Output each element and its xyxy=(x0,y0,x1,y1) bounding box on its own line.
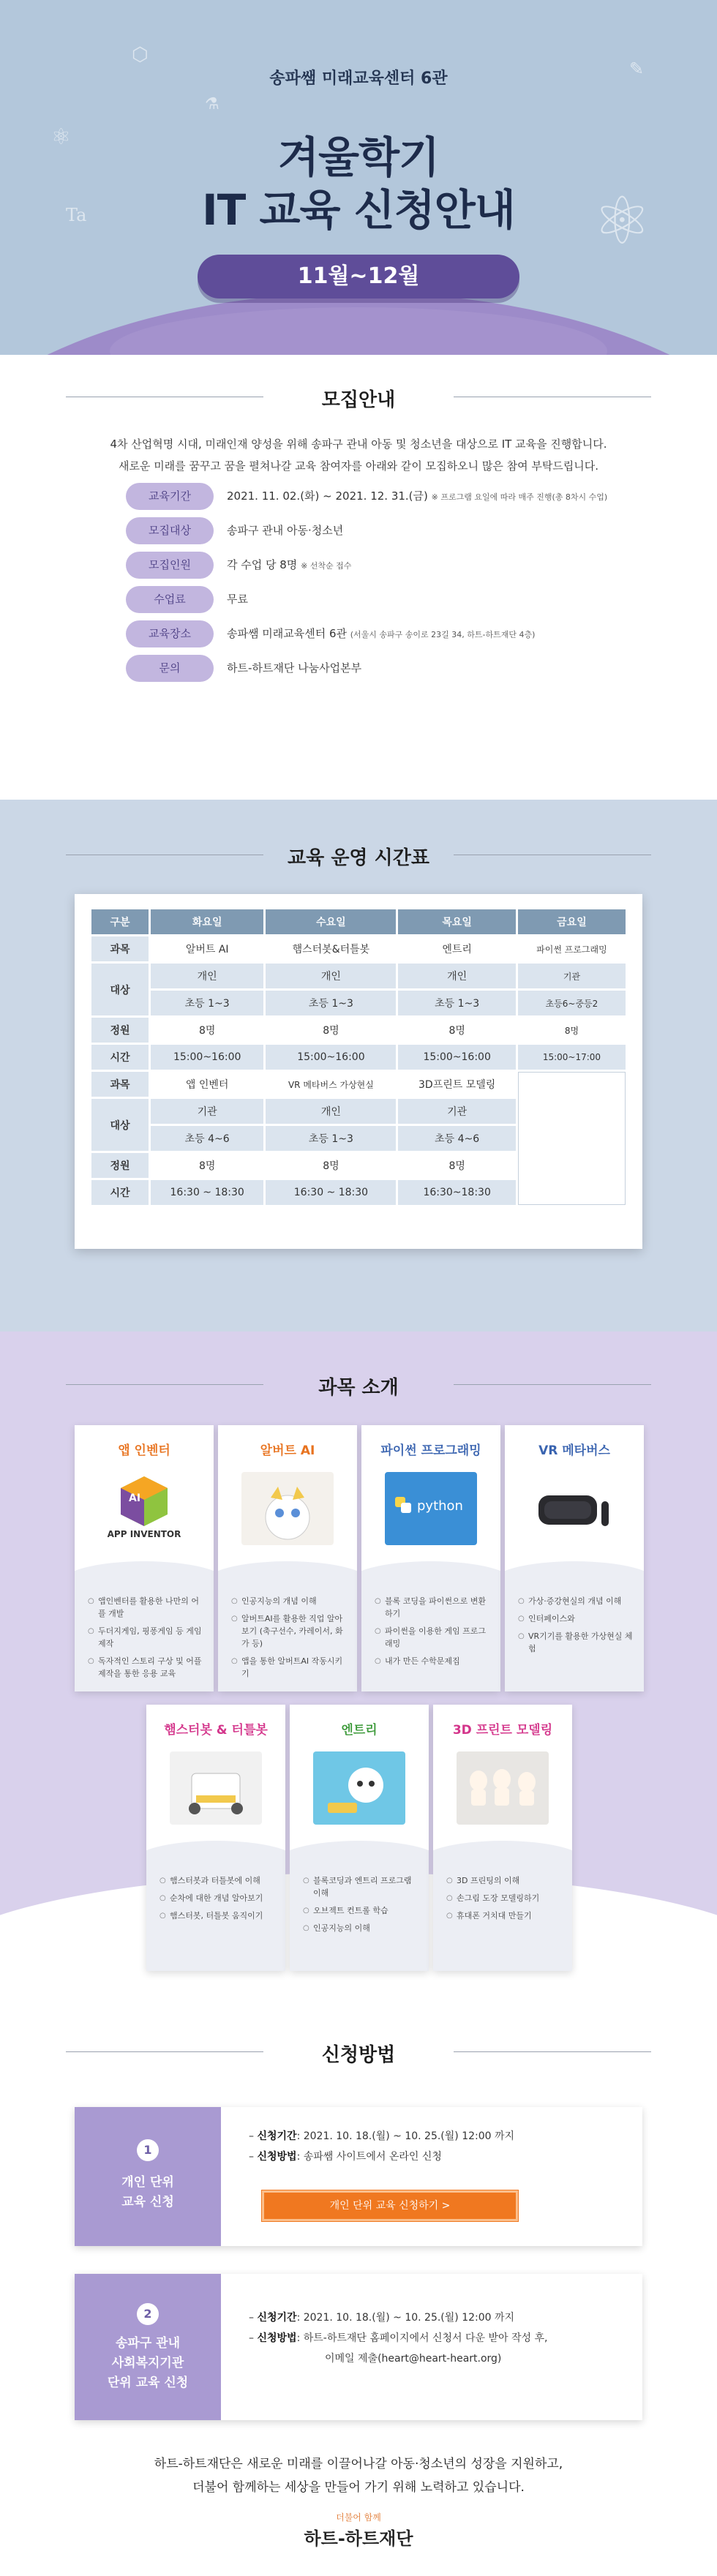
table-row xyxy=(91,1018,626,1043)
table-cell: 엔트리 xyxy=(398,936,515,961)
info-value-text: 무료 xyxy=(227,593,248,606)
info-line-label: 신청기간 xyxy=(257,2312,297,2324)
column-header: 수요일 xyxy=(266,909,396,934)
entry-mascot-image xyxy=(313,1751,405,1825)
info-value-text: 하트-하트재단 나눔사업본부 xyxy=(227,661,362,675)
info-value xyxy=(227,620,535,647)
table-header-row xyxy=(91,909,626,934)
info-line-label: 신청기간 xyxy=(257,2130,297,2142)
list-item: ○ 블록코딩과 엔트리 프로그램 이해 xyxy=(303,1874,421,1899)
info-row xyxy=(126,655,667,682)
heading-line-left xyxy=(66,1384,263,1385)
heading-text: 과목 소개 xyxy=(318,1377,399,1399)
info-value-text: 각 수업 당 8명 xyxy=(227,558,298,571)
info-label: 교육장소 xyxy=(126,620,214,647)
apply-org-info xyxy=(249,2307,547,2369)
card-list xyxy=(375,1595,493,1672)
hero-title-line2: IT 교육 신청안내 xyxy=(202,185,515,235)
table-row xyxy=(91,1045,626,1070)
info-note: (서울시 송파구 송이로 23길 34, 하트-하트재단 4층) xyxy=(350,630,536,639)
card-list xyxy=(159,1874,278,1927)
intro-line: 4차 산업혁명 시대, 미래인재 양성을 위해 송파구 관내 아동 및 청소년을 대상으로 IT 교육을 진행합니다. xyxy=(110,438,607,451)
apply-org-box xyxy=(75,2274,642,2420)
table-cell: 15:00~16:00 xyxy=(151,1045,263,1070)
heading-line-left xyxy=(66,2051,263,2052)
table-cell: 개인 xyxy=(151,964,263,988)
list-item: ○ 앱을 통한 알버트AI 작동시키기 xyxy=(231,1655,350,1680)
row-label: 과목 xyxy=(91,1072,149,1097)
robot-image xyxy=(241,1472,334,1545)
heading-text: 모집안내 xyxy=(321,389,396,411)
list-item: ○ 인공지능의 이해 xyxy=(303,1922,421,1934)
apply-org-side xyxy=(75,2274,221,2420)
table-cell: 기관 xyxy=(151,1099,263,1124)
info-line-value: : 2021. 10. 18.(월) ~ 10. 25.(월) 12:00 까지 xyxy=(296,2130,515,2142)
card-list xyxy=(88,1595,206,1685)
table-cell: 8명 xyxy=(398,1153,515,1178)
card-title: 햄스터봇 & 터틀봇 xyxy=(164,1723,268,1738)
schedule-heading xyxy=(66,840,651,869)
list-item: ○ 독자적인 스토리 구상 및 어플 제작을 통한 응용 교육 xyxy=(88,1655,206,1680)
table-cell: 8명 xyxy=(398,1018,515,1043)
column-header: 목요일 xyxy=(398,909,515,934)
app-inventor-logo xyxy=(98,1472,190,1545)
svg-text:AI: AI xyxy=(129,1492,141,1504)
info-row xyxy=(126,552,667,579)
table-cell: 햄스터봇&터틀봇 xyxy=(266,936,396,961)
info-line: – 신청방법: 하트-하트재단 홈페이지에서 신청서 다운 받아 작성 후, xyxy=(249,2332,548,2344)
row-label: 시간 xyxy=(91,1045,149,1070)
info-value-text: 송파구 관내 아동·청소년 xyxy=(227,524,344,537)
table-row xyxy=(91,1072,626,1097)
subject-card-app-inventor xyxy=(75,1425,214,1691)
list-item: ○ 햄스터봇과 터틀봇에 이해 xyxy=(159,1874,278,1887)
hamster-bot-image xyxy=(170,1751,262,1825)
entry-mascot-icon xyxy=(313,1751,405,1825)
list-item: ○ 손그림 도장 모델링하기 xyxy=(446,1892,565,1904)
info-value xyxy=(227,586,248,613)
subject-card-python xyxy=(361,1425,500,1691)
table-cell: VR 메타버스 가상현실 xyxy=(266,1072,396,1097)
side-text xyxy=(75,2173,221,2212)
table-row xyxy=(91,991,626,1015)
list-item: ○ 인터페이스와 xyxy=(518,1612,637,1625)
side-line: 교육 신청 xyxy=(121,2195,174,2209)
table-row xyxy=(91,964,626,988)
info-value xyxy=(227,655,361,682)
list-item: ○ 내가 만든 수학문제집 xyxy=(375,1655,493,1667)
empty-cell xyxy=(518,1072,626,1205)
info-line-value: : 2021. 10. 18.(월) ~ 10. 25.(월) 12:00 까지 xyxy=(296,2312,515,2324)
table-cell: 기관 xyxy=(518,964,626,988)
card-title: VR 메타버스 xyxy=(538,1443,610,1458)
info-line-value: : 송파쌤 사이트에서 온라인 신청 xyxy=(296,2151,442,2163)
table-cell: 개인 xyxy=(398,964,515,988)
list-item: ○ 휴대폰 거치대 만들기 xyxy=(446,1910,565,1922)
recruit-intro xyxy=(44,433,673,477)
table-cell: 초등 4~6 xyxy=(151,1126,263,1151)
info-line-continued: 이메일 제출(heart@heart-heart.org) xyxy=(325,2353,502,2365)
table-cell: 개인 xyxy=(266,964,396,988)
subject-card-entry xyxy=(290,1705,429,1971)
heading-line-right xyxy=(454,1384,651,1385)
intro-line: 새로운 미래를 꿈꾸고 꿈을 펼쳐나갈 교육 참여자를 아래와 같이 모집하오니 많은 참여 부탁드립니다. xyxy=(118,459,599,473)
list-item: ○ 파이썬을 이용한 게임 프로그래밍 xyxy=(375,1625,493,1650)
element-symbol-decoration: Ta xyxy=(66,205,87,225)
table-cell: 초등6~중등2 xyxy=(518,991,626,1015)
info-label: 문의 xyxy=(126,655,214,682)
row-label: 대상 xyxy=(91,1099,149,1151)
column-header: 구분 xyxy=(91,909,149,934)
info-note: ※ 선착순 접수 xyxy=(301,561,352,571)
individual-apply-button[interactable]: 개인 단위 교육 신청하기 > xyxy=(262,2190,518,2221)
hero-banner xyxy=(0,0,717,355)
table-cell: 파이썬 프로그래밍 xyxy=(518,936,626,961)
table-cell: 초등 1~3 xyxy=(151,991,263,1015)
row-label: 과목 xyxy=(91,936,149,961)
pencil-icon: ✎ xyxy=(629,59,645,79)
side-line: 송파구 관내 xyxy=(115,2336,181,2351)
table-cell: 초등 1~3 xyxy=(266,991,396,1015)
info-label: 모집대상 xyxy=(126,517,214,544)
card-title: 앱 인벤터 xyxy=(118,1443,170,1458)
table-row xyxy=(91,936,626,961)
list-item: ○ 앱인벤터를 활용한 나만의 어플 개발 xyxy=(88,1595,206,1620)
card-list xyxy=(518,1595,637,1660)
recruit-info-list xyxy=(126,483,667,689)
atom-icon: ⚛ xyxy=(593,183,652,260)
info-line: – 신청기간: 2021. 10. 18.(월) ~ 10. 25.(월) 12:00 까지 xyxy=(249,2130,515,2142)
subject-card-hamster-bot xyxy=(146,1705,285,1971)
list-item: ○ 햄스터봇, 터틀봇 움직이기 xyxy=(159,1910,278,1922)
step-number: 1 xyxy=(137,2139,159,2161)
card-title: 알버트 AI xyxy=(260,1443,315,1458)
row-label: 정원 xyxy=(91,1018,149,1043)
info-value xyxy=(227,552,351,579)
table-cell: 15:00~16:00 xyxy=(398,1045,515,1070)
atom-icon: ⚛ xyxy=(51,124,71,150)
info-row xyxy=(126,620,667,647)
schedule-table xyxy=(89,907,628,1207)
heading-text: 신청방법 xyxy=(321,2044,396,2066)
info-row xyxy=(126,483,667,510)
apply-individual-box xyxy=(75,2107,642,2246)
3d-print-image xyxy=(457,1751,549,1825)
list-item: ○ 3D 프린팅의 이해 xyxy=(446,1874,565,1887)
info-line: – 신청기간: 2021. 10. 18.(월) ~ 10. 25.(월) 12:00 까지 xyxy=(249,2312,515,2324)
table-cell: 기관 xyxy=(398,1099,515,1124)
side-line: 개인 단위 xyxy=(121,2175,174,2190)
footer-line: 더불어 함께하는 세상을 만들어 가기 위해 노력하고 있습니다. xyxy=(192,2480,525,2495)
list-item: ○ 순차에 대한 개념 알아보기 xyxy=(159,1892,278,1904)
column-header: 화요일 xyxy=(151,909,263,934)
info-value xyxy=(227,517,343,544)
table-cell: 초등 1~3 xyxy=(398,991,515,1015)
table-cell: 8명 xyxy=(266,1153,396,1178)
info-value-text: 2021. 11. 02.(화) ~ 2021. 12. 31.(금) xyxy=(227,489,428,503)
info-row xyxy=(126,586,667,613)
subjects-heading xyxy=(66,1370,651,1399)
flask-icon: ⚗ xyxy=(205,95,219,113)
info-line-value: : 하트-하트재단 홈페이지에서 신청서 다운 받아 작성 후, xyxy=(296,2332,548,2344)
card-title: 3D 프린트 모델링 xyxy=(452,1723,553,1738)
table-cell: 16:30 ~ 18:30 xyxy=(151,1180,263,1205)
info-note: ※ 프로그램 요일에 따라 매주 진행(총 8차시 수업) xyxy=(431,492,608,502)
table-cell: 3D프린트 모델링 xyxy=(398,1072,515,1097)
vr-headset-icon xyxy=(528,1472,620,1545)
schedule-card xyxy=(75,894,642,1249)
row-label: 대상 xyxy=(91,964,149,1015)
subject-card-albert-ai xyxy=(218,1425,357,1691)
info-value xyxy=(227,483,607,510)
logo-text: python xyxy=(417,1498,463,1514)
table-cell: 알버트 AI xyxy=(151,936,263,961)
apply-individual-info xyxy=(249,2126,514,2167)
apply-heading xyxy=(66,2037,651,2066)
foundation-logo: 하트-하트재단 xyxy=(304,2528,413,2549)
info-line-label: 신청방법 xyxy=(257,2151,297,2163)
step-number: 2 xyxy=(137,2303,159,2325)
table-cell: 16:30~18:30 xyxy=(398,1180,515,1205)
side-line: 사회복지기관 xyxy=(111,2356,184,2370)
info-value-text: 송파쌤 미래교육센터 6관 xyxy=(227,627,347,640)
list-item: ○ 알버트AI를 활용한 직업 알아보기 (축구선수, 카레이서, 화가 등) xyxy=(231,1612,350,1650)
row-label: 시간 xyxy=(91,1180,149,1205)
list-item: ○ 두더지게임, 핑퐁게임 등 게임 제작 xyxy=(88,1625,206,1650)
hamster-bot-icon xyxy=(170,1751,262,1825)
table-cell: 초등 4~6 xyxy=(398,1126,515,1151)
info-label: 모집인원 xyxy=(126,552,214,579)
list-item: ○ VR기기를 활용한 가상현실 체험 xyxy=(518,1630,637,1655)
table-cell: 8명 xyxy=(266,1018,396,1043)
table-cell: 개인 xyxy=(266,1099,396,1124)
side-text xyxy=(75,2334,221,2393)
card-list xyxy=(231,1595,350,1685)
table-cell: 8명 xyxy=(518,1018,626,1043)
heading-line-right xyxy=(454,2051,651,2052)
apply-individual-side xyxy=(75,2107,221,2246)
table-cell: 8명 xyxy=(151,1153,263,1178)
python-logo xyxy=(385,1472,477,1545)
footer-line: 하트-하트재단은 새로운 미래를 이끌어나갈 아동·청소년의 성장을 지원하고, xyxy=(154,2457,563,2471)
foundation-logo-tagline: 더불어 함께 xyxy=(336,2512,381,2523)
info-line: – 신청방법: 송파쌤 사이트에서 온라인 신청 xyxy=(249,2151,442,2163)
recruit-heading xyxy=(66,382,651,411)
subject-card-vr xyxy=(505,1425,644,1691)
list-item: ○ 가상·증강현실의 개념 이해 xyxy=(518,1595,637,1607)
robot-icon xyxy=(241,1472,334,1545)
list-item: ○ 인공지능의 개념 이해 xyxy=(231,1595,350,1607)
hero-subtitle: 송파쌤 미래교육센터 6관 xyxy=(269,70,448,88)
info-line-label: 신청방법 xyxy=(257,2332,297,2344)
hero-title-line1: 겨울학기 xyxy=(277,132,440,182)
table-cell: 8명 xyxy=(151,1018,263,1043)
info-label: 수업료 xyxy=(126,586,214,613)
row-label: 정원 xyxy=(91,1153,149,1178)
info-row xyxy=(126,517,667,544)
list-item: ○ 블록 코딩을 파이썬으로 변환하기 xyxy=(375,1595,493,1620)
logo-text: APP INVENTOR xyxy=(107,1529,181,1539)
3d-figure-icon xyxy=(457,1751,549,1825)
table-cell: 15:00~17:00 xyxy=(518,1045,626,1070)
column-header: 금요일 xyxy=(518,909,626,934)
table-cell: 초등 1~3 xyxy=(266,1126,396,1151)
table-cell: 15:00~16:00 xyxy=(266,1045,396,1070)
vr-headset-image xyxy=(528,1472,620,1545)
period-pill: 11월~12월 xyxy=(198,255,519,298)
list-item: ○ 오브젝트 컨트롤 학습 xyxy=(303,1904,421,1917)
side-line: 단위 교육 신청 xyxy=(107,2376,189,2390)
subject-card-3d-print xyxy=(433,1705,572,1971)
heading-text: 교육 운영 시간표 xyxy=(288,847,429,869)
info-label: 교육기간 xyxy=(126,483,214,510)
footer-message xyxy=(0,2452,717,2499)
hexagon-icon: ⬡ xyxy=(132,44,149,66)
card-title: 엔트리 xyxy=(341,1723,378,1738)
table-cell: 16:30 ~ 18:30 xyxy=(266,1180,396,1205)
table-cell: 앱 인벤터 xyxy=(151,1072,263,1097)
card-title: 파이썬 프로그래밍 xyxy=(380,1443,481,1458)
card-list xyxy=(446,1874,565,1927)
card-list xyxy=(303,1874,421,1939)
